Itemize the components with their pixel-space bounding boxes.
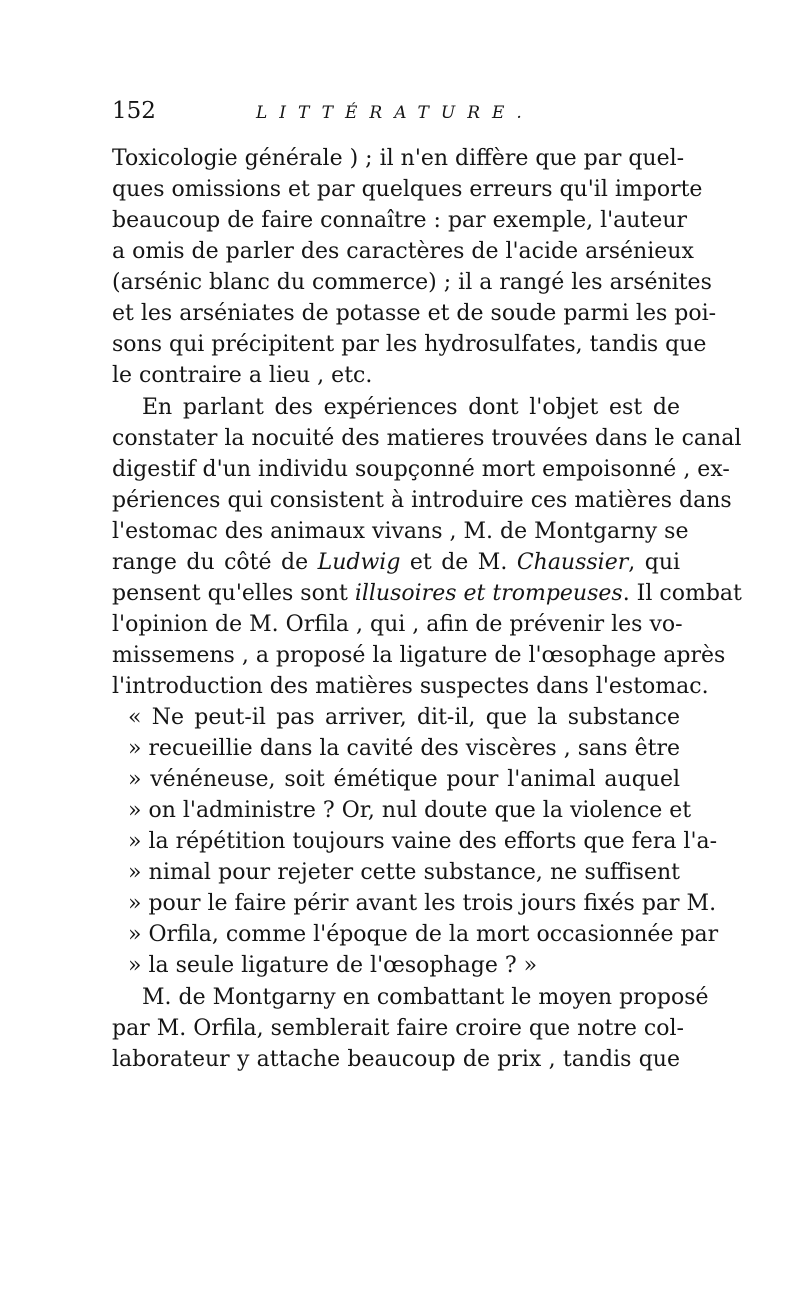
text-line: M. de Montgarny en combattant le moyen proposé [142,985,709,1010]
text-line: En parlant des expériences dont l'objet est de [142,395,680,420]
quote-line: » nimal pour rejeter cette substance, ne suffisent [128,860,680,885]
quote-line: « Ne peut-il pas arriver, dit-il, que la substance [128,705,680,730]
text-segment: pensent qu'elles sont [112,581,348,606]
running-head: LITTÉRATURE. [256,103,534,123]
quote-line: » la répétition toujours vaine des efforts que fera l'a- [128,829,718,854]
quote-line: » pour le faire périr avant les trois jours fixés par M. [128,891,717,916]
quote-line: » la seule ligature de l'œsophage ? » [128,953,538,978]
text-line: par M. Orfila, semblerait faire croire que notre col- [112,1016,684,1041]
italic-name-chaussier: Chaussier [516,550,629,575]
text-line: missemens , a proposé la ligature de l'œsophage après [112,643,726,668]
text-line: l'opinion de M. Orfila , qui , afin de prévenir les vo- [112,612,683,637]
text-line: et les arséniates de potasse et de soude parmi les poi- [112,301,717,326]
text-line: laborateur y attache beaucoup de prix , tandis que [112,1047,680,1072]
text-line: sons qui précipitent par les hydrosulfates, tandis que [112,332,707,357]
text-line: a omis de parler des caractères de l'acide arsénieux [112,239,694,264]
text-line: l'introduction des matières suspectes dans l'estomac. [112,674,709,699]
quote-line: » on l'administre ? Or, nul doute que la violence et [128,798,692,823]
text-line: constater la nocuité des matieres trouvées dans le canal [112,426,742,451]
text-line: périences qui consistent à introduire ces matières dans [112,488,732,513]
text-segment: et de M. [409,550,508,575]
text-line-mixed [112,578,742,609]
quote-line: » recueillie dans la cavité des viscères , sans être [128,736,680,761]
text-line: l'estomac des animaux vivans , M. de Montgarny se [112,519,689,544]
text-line: (arsénic blanc du commerce) ; il a rangé les arsénites [112,270,712,295]
text-line: digestif d'un individu soupçonné mort empoisonné , ex- [112,457,730,482]
text-line: ques omissions et par quelques erreurs qu'il importe [112,177,703,202]
text-line-mixed [112,547,680,578]
quote-line: » vénéneuse, soit émétique pour l'animal auquel [128,767,680,792]
text-segment: range du côté de [112,550,309,575]
page-header [112,98,692,132]
text-segment: , qui [628,550,681,575]
page-number: 152 [112,98,156,124]
italic-phrase: illusoires et trompeuses [354,581,623,606]
text-line: Toxicologie générale ) ; il n'en diffère que par quel- [112,146,685,171]
text-line: beaucoup de faire connaître : par exemple, l'auteur [112,208,688,233]
body-text [112,143,742,1075]
italic-name-ludwig: Ludwig [317,550,401,575]
text-line: le contraire a lieu , etc. [112,363,373,388]
quote-line: » Orfila, comme l'époque de la mort occasionnée par [128,922,719,947]
text-segment: . Il combat [622,581,742,606]
